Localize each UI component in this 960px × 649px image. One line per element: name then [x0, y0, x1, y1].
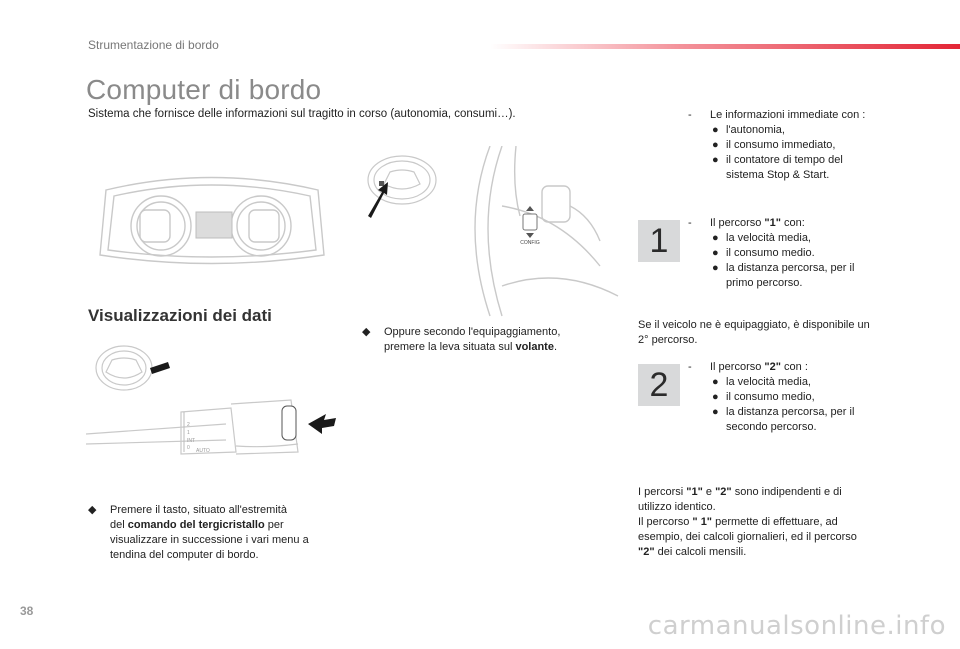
section-subtitle: Visualizzazioni dei dati	[88, 306, 272, 325]
list-item: ● il consumo immediato,	[712, 139, 836, 151]
pointer-icon: ◆	[362, 326, 371, 338]
wiper-stalk-illustration	[86, 334, 346, 474]
list-item: ● l'autonomia,	[712, 124, 785, 136]
instrument-cluster-illustration	[86, 160, 336, 280]
list-item: ● la velocità media,	[712, 232, 811, 244]
instruction-wiper: ◆ Premere il tasto, situato all'estremità del comando del tergicristallo per visualizzare in successione i vari menu a tendina del computer di bordo.	[88, 504, 309, 561]
config-label: CONFIG	[520, 240, 540, 246]
svg-text:0: 0	[187, 445, 190, 451]
list-item: ● la velocità media,	[712, 376, 811, 388]
trips-explanation: I percorsi "1" e "2" sono indipendenti e di utilizzo identico. Il percorso " 1" permette di effettuare, ad esempio, dei calcoli giornalieri, ed il percorso "2" dei calcoli mensili.	[638, 486, 857, 558]
list-item: ● la distanza percorsa, per il primo percorso.	[712, 262, 855, 289]
svg-text:INT: INT	[187, 438, 196, 444]
steering-wheel-config-illustration	[450, 146, 620, 318]
auto-label: AUTO	[196, 448, 210, 454]
list-item: ● il consumo medio,	[712, 391, 815, 403]
trip-2-availability-note: Se il veicolo ne è equipaggiato, è disponibile un 2° percorso.	[638, 319, 870, 346]
svg-text:2: 2	[187, 422, 190, 428]
list-item: ● il consumo medio.	[712, 247, 815, 259]
trip-2-number-box: 2	[638, 364, 680, 406]
intro-text: Sistema che fornisce delle informazioni sul tragitto in corso (autonomia, consumi…).	[88, 108, 516, 120]
page-number: 38	[20, 604, 34, 618]
page-title: Computer di bordo	[86, 74, 322, 105]
trip-1-number-box: 1	[638, 220, 680, 262]
watermark: carmanualsonline.info	[647, 611, 946, 641]
instruction-steering: ◆ Oppure secondo l'equipaggiamento, premere la leva situata sul volante.	[362, 326, 561, 353]
header-accent-bar	[490, 44, 960, 49]
list-item: ● la distanza percorsa, per il secondo percorso.	[712, 406, 855, 433]
pointer-icon: ◆	[88, 504, 97, 516]
arrow-icon	[364, 180, 394, 220]
svg-text:1: 1	[187, 430, 190, 436]
list-item: ● il contatore di tempo del sistema Stop & Start.	[712, 154, 843, 181]
section-header: Strumentazione di bordo	[88, 38, 219, 52]
